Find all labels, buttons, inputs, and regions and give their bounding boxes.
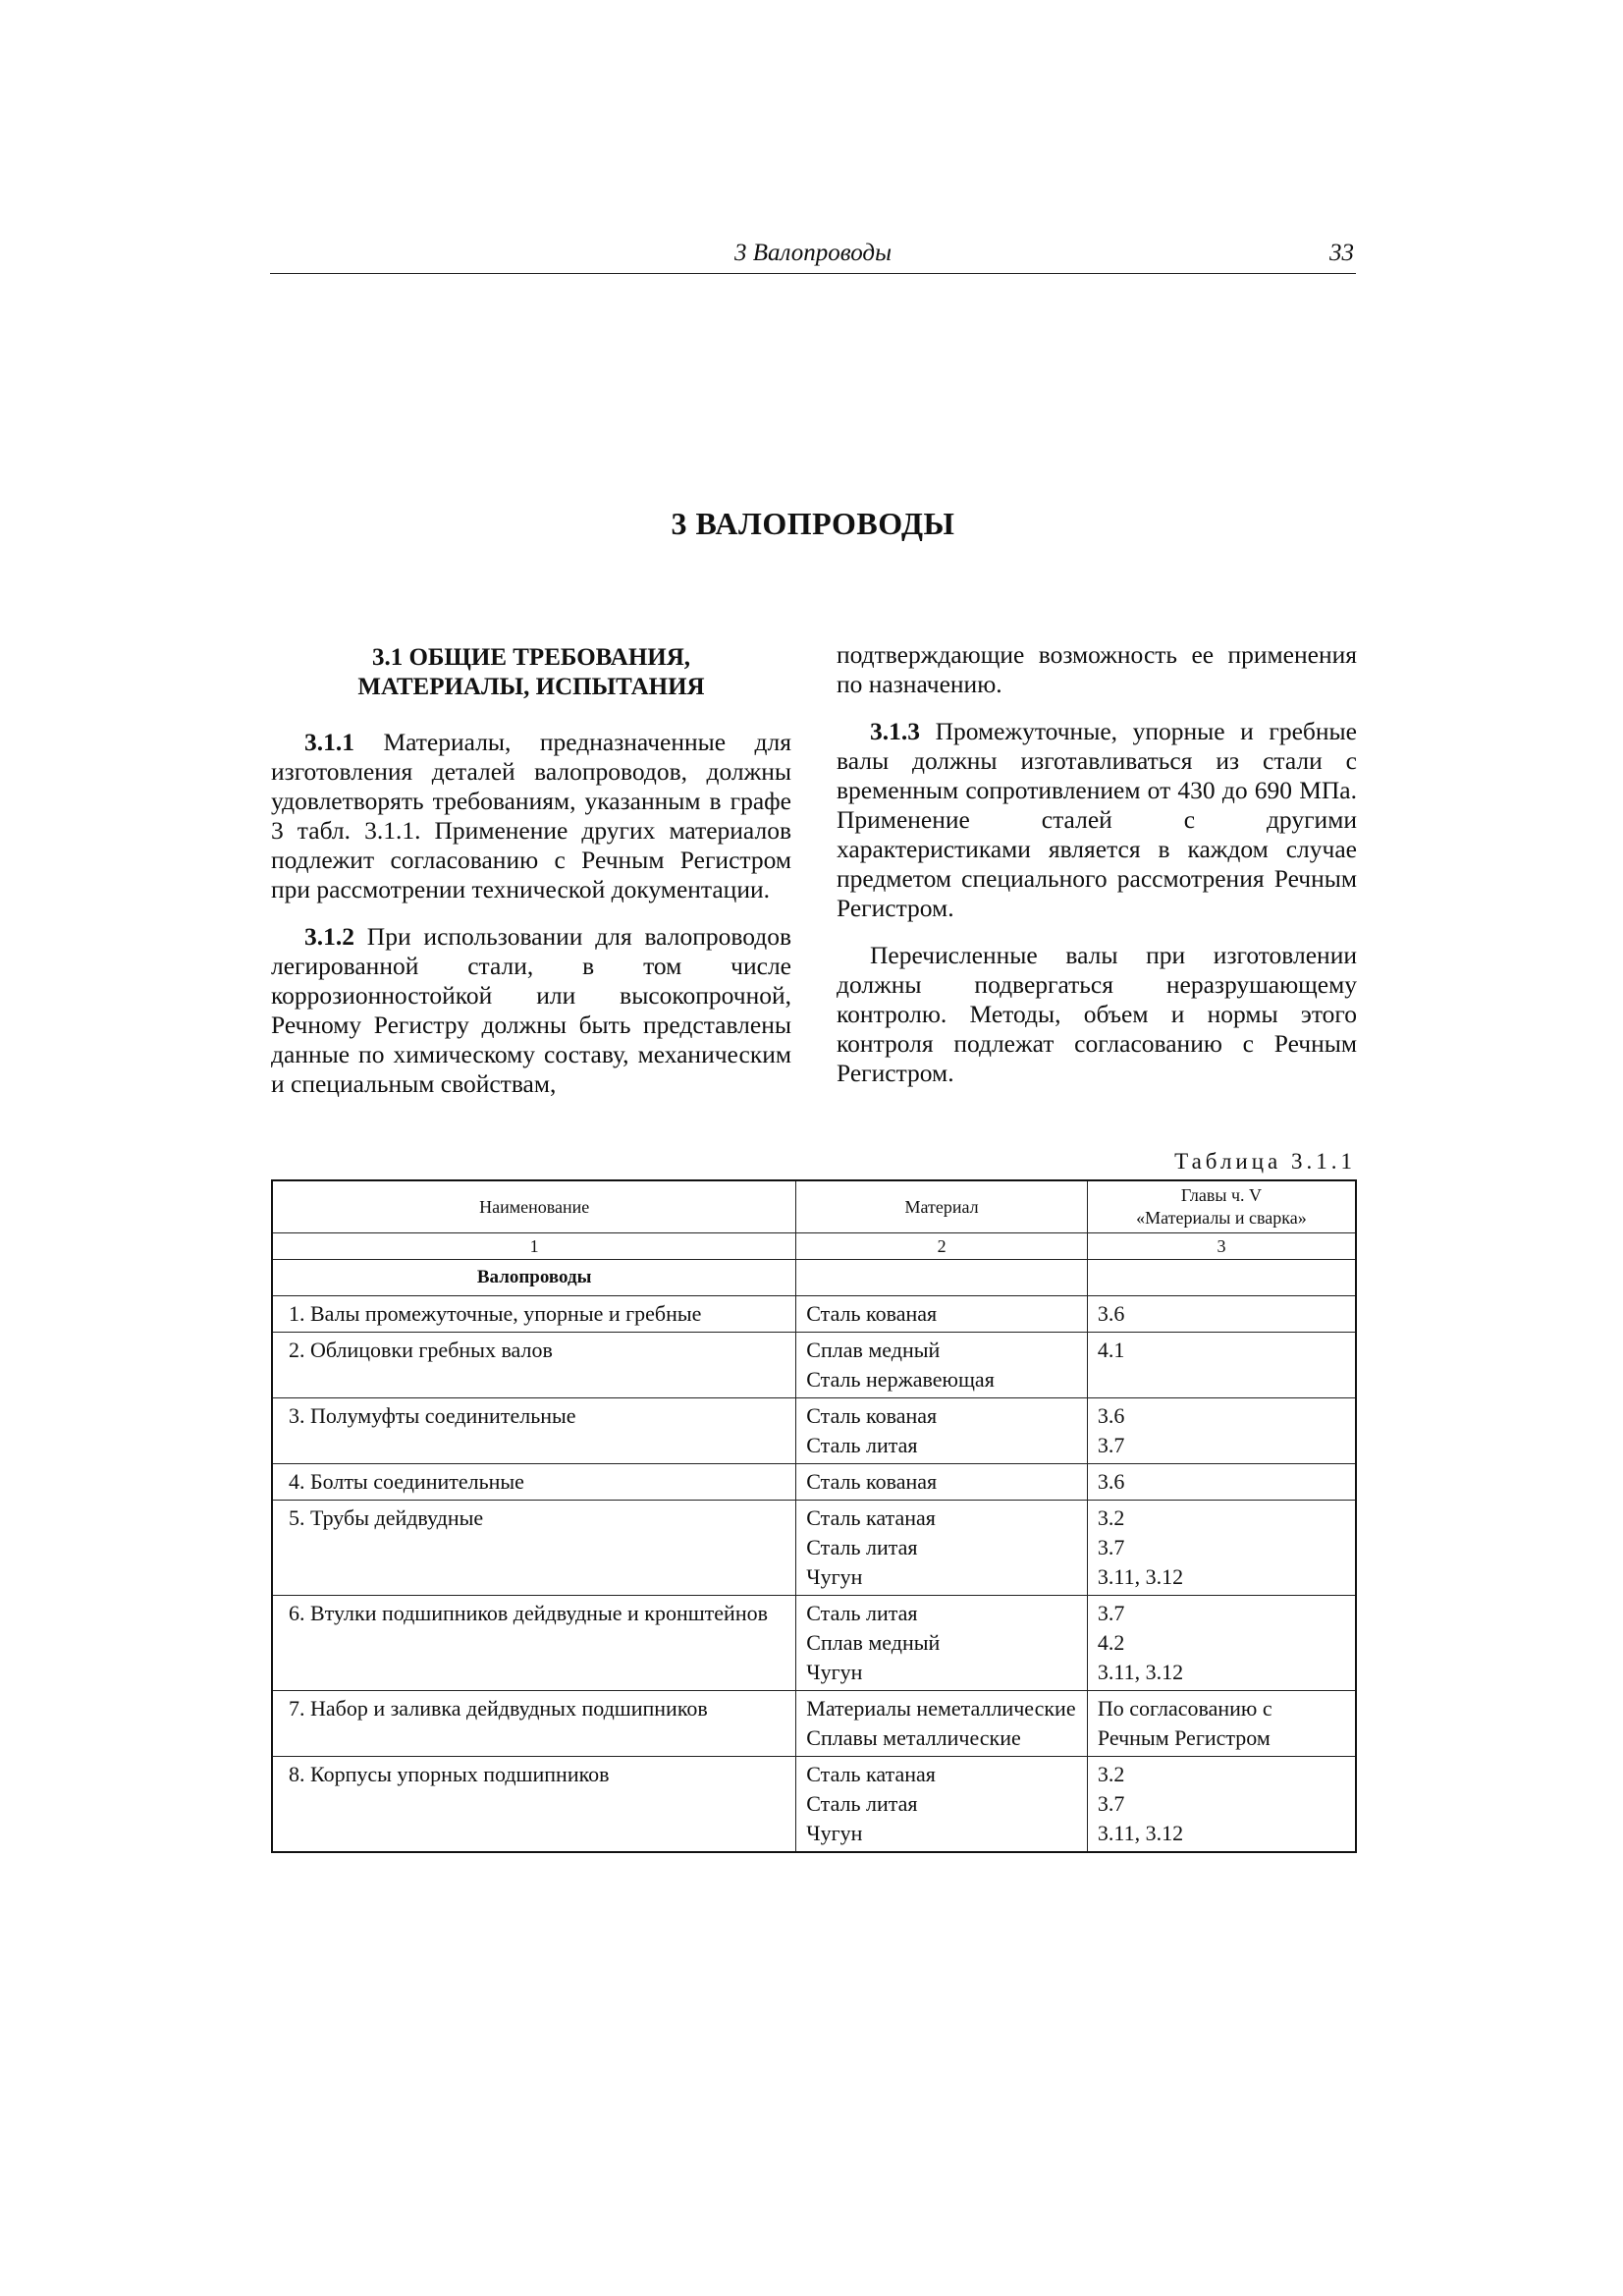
- cell-materials: [796, 1296, 1088, 1333]
- chapter-title: 3 ВАЛОПРОВОДЫ: [671, 506, 955, 541]
- paragraph-number: 3.1.3: [870, 717, 920, 745]
- header-chapters-line2: «Материалы и сварка»: [1136, 1208, 1307, 1228]
- cell-chapters: [1087, 1596, 1356, 1691]
- material-item: Сталь кованая: [806, 1403, 938, 1428]
- column-number: 2: [796, 1233, 1088, 1260]
- section-title-line1: 3.1 ОБЩИЕ ТРЕБОВАНИЯ,: [371, 644, 691, 671]
- table-header-row: [272, 1180, 1356, 1233]
- chapter-ref: По согласованию с Речным Регистром: [1097, 1696, 1272, 1750]
- cell-name: 8. Корпусы упорных подшипников: [272, 1757, 796, 1853]
- chapter-ref: 3.11, 3.12: [1097, 1564, 1184, 1589]
- cell-name: 4. Болты соединительные: [272, 1464, 796, 1501]
- column-number: 1: [272, 1233, 796, 1260]
- paragraph-text: Промежуточные, упорные и гребные валы должны изготавливаться из стали с временным сопротивлением от 430 до 690 МПа. Применение сталей с другими характеристиками является в каждом случае предметом специального рассмотрения Речным Регистром.: [837, 717, 1357, 922]
- material-item: Сталь литая: [806, 1433, 918, 1457]
- paragraph-3-1-2-continued: подтверждающие возможность ее применения по назначению.: [837, 640, 1357, 698]
- cell-materials: [796, 1596, 1088, 1691]
- paragraph-text: При использовании для валопроводов легированной стали, в том числе коррозионностойкой или высокопрочной, Речному Регистру должны быть представлены данные по химическому составу, механическим и специальным свойствам,: [271, 922, 791, 1098]
- material-item: Сплав медный: [806, 1338, 941, 1362]
- section-title: [271, 643, 791, 702]
- cell-chapters: [1087, 1398, 1356, 1464]
- chapter-ref: 3.7: [1097, 1535, 1125, 1559]
- cell-materials: [796, 1691, 1088, 1757]
- table-caption: Таблица 3.1.1: [1174, 1149, 1356, 1174]
- material-item: Чугун: [806, 1821, 863, 1845]
- empty-cell: [1087, 1260, 1356, 1296]
- cell-name: 1. Валы промежуточные, упорные и гребные: [272, 1296, 796, 1333]
- table-row: [272, 1296, 1356, 1333]
- chapter-ref: 3.11, 3.12: [1097, 1821, 1184, 1845]
- cell-chapters: [1087, 1757, 1356, 1853]
- cell-chapters: [1087, 1333, 1356, 1398]
- chapter-ref: 3.7: [1097, 1433, 1125, 1457]
- cell-chapters: [1087, 1296, 1356, 1333]
- cell-name: 6. Втулки подшипников дейдвудные и кронштейнов: [272, 1596, 796, 1691]
- right-column: [837, 640, 1357, 1106]
- material-item: Сталь литая: [806, 1791, 918, 1816]
- paragraph-number: 3.1.1: [304, 728, 354, 756]
- material-item: Сталь литая: [806, 1601, 918, 1625]
- chapter-ref: 3.6: [1097, 1469, 1125, 1494]
- chapter-ref: 4.2: [1097, 1630, 1125, 1655]
- empty-cell: [796, 1260, 1088, 1296]
- cell-materials: [796, 1333, 1088, 1398]
- material-item: Чугун: [806, 1660, 863, 1684]
- cell-name: 2. Облицовки гребных валов: [272, 1333, 796, 1398]
- chapter-ref: 3.2: [1097, 1762, 1125, 1786]
- chapter-ref: 3.6: [1097, 1301, 1125, 1326]
- paragraph-3-1-1: [271, 728, 791, 904]
- column-number-row: [272, 1233, 1356, 1260]
- cell-chapters: [1087, 1501, 1356, 1596]
- cell-chapters: [1087, 1691, 1356, 1757]
- chapter-ref: 3.7: [1097, 1601, 1125, 1625]
- cell-materials: [796, 1464, 1088, 1501]
- table-row: [272, 1398, 1356, 1464]
- group-label: Валопроводы: [272, 1260, 796, 1296]
- left-column: [271, 640, 791, 1117]
- cell-materials: [796, 1398, 1088, 1464]
- chapter-ref: 3.7: [1097, 1791, 1125, 1816]
- paragraph-3-1-3-second: Перечисленные валы при изготовлении должны подвергаться неразрушающему контролю. Методы, объем и нормы этого контроля подлежат согласованию с Речным Регистром.: [837, 941, 1357, 1087]
- chapter-ref: 3.2: [1097, 1505, 1125, 1530]
- material-item: Сталь катаная: [806, 1505, 936, 1530]
- header-name: Наименование: [272, 1180, 796, 1233]
- cell-name: 3. Полумуфты соединительные: [272, 1398, 796, 1464]
- table-row: [272, 1464, 1356, 1501]
- chapter-ref: 4.1: [1097, 1338, 1125, 1362]
- material-item: Сталь кованая: [806, 1469, 938, 1494]
- chapter-ref: 3.6: [1097, 1403, 1125, 1428]
- header-chapters: [1087, 1180, 1356, 1233]
- cell-name: 7. Набор и заливка дейдвудных подшипников: [272, 1691, 796, 1757]
- materials-table: [271, 1179, 1357, 1853]
- header-material: Материал: [796, 1180, 1088, 1233]
- section-title-line2: МАТЕРИАЛЫ, ИСПЫТАНИЯ: [357, 674, 705, 700]
- page-number: 33: [1329, 240, 1354, 266]
- material-item: Чугун: [806, 1564, 863, 1589]
- table-row: [272, 1501, 1356, 1596]
- table-row: [272, 1333, 1356, 1398]
- material-item: Сталь кованая: [806, 1301, 938, 1326]
- paragraph-3-1-2: [271, 922, 791, 1099]
- header-chapters-line1: Главы ч. V: [1180, 1185, 1263, 1205]
- group-row: [272, 1260, 1356, 1296]
- chapter-ref: 3.11, 3.12: [1097, 1660, 1184, 1684]
- table-row: [272, 1596, 1356, 1691]
- cell-materials: [796, 1757, 1088, 1853]
- material-item: Сталь нержавеющая: [806, 1367, 995, 1392]
- table-row: [272, 1691, 1356, 1757]
- material-item: Сталь литая: [806, 1535, 918, 1559]
- cell-chapters: [1087, 1464, 1356, 1501]
- material-item: Сплавы металлические: [806, 1725, 1021, 1750]
- paragraph-text: Материалы, предназначенные для изготовления деталей валопроводов, должны удовлетворять требованиям, указанным в графе 3 табл. 3.1.1. Применение других материалов подлежит согласованию с Речным Регистром при рассмотрении технической документации.: [271, 728, 791, 903]
- running-head-title: 3 Валопроводы: [734, 240, 892, 266]
- material-item: Материалы неметаллические: [806, 1696, 1076, 1721]
- cell-materials: [796, 1501, 1088, 1596]
- column-number: 3: [1087, 1233, 1356, 1260]
- material-item: Сталь катаная: [806, 1762, 936, 1786]
- paragraph-number: 3.1.2: [304, 922, 354, 951]
- material-item: Сплав медный: [806, 1630, 941, 1655]
- cell-name: 5. Трубы дейдвудные: [272, 1501, 796, 1596]
- running-head: [270, 240, 1356, 274]
- paragraph-3-1-3: [837, 717, 1357, 923]
- table-row: [272, 1757, 1356, 1853]
